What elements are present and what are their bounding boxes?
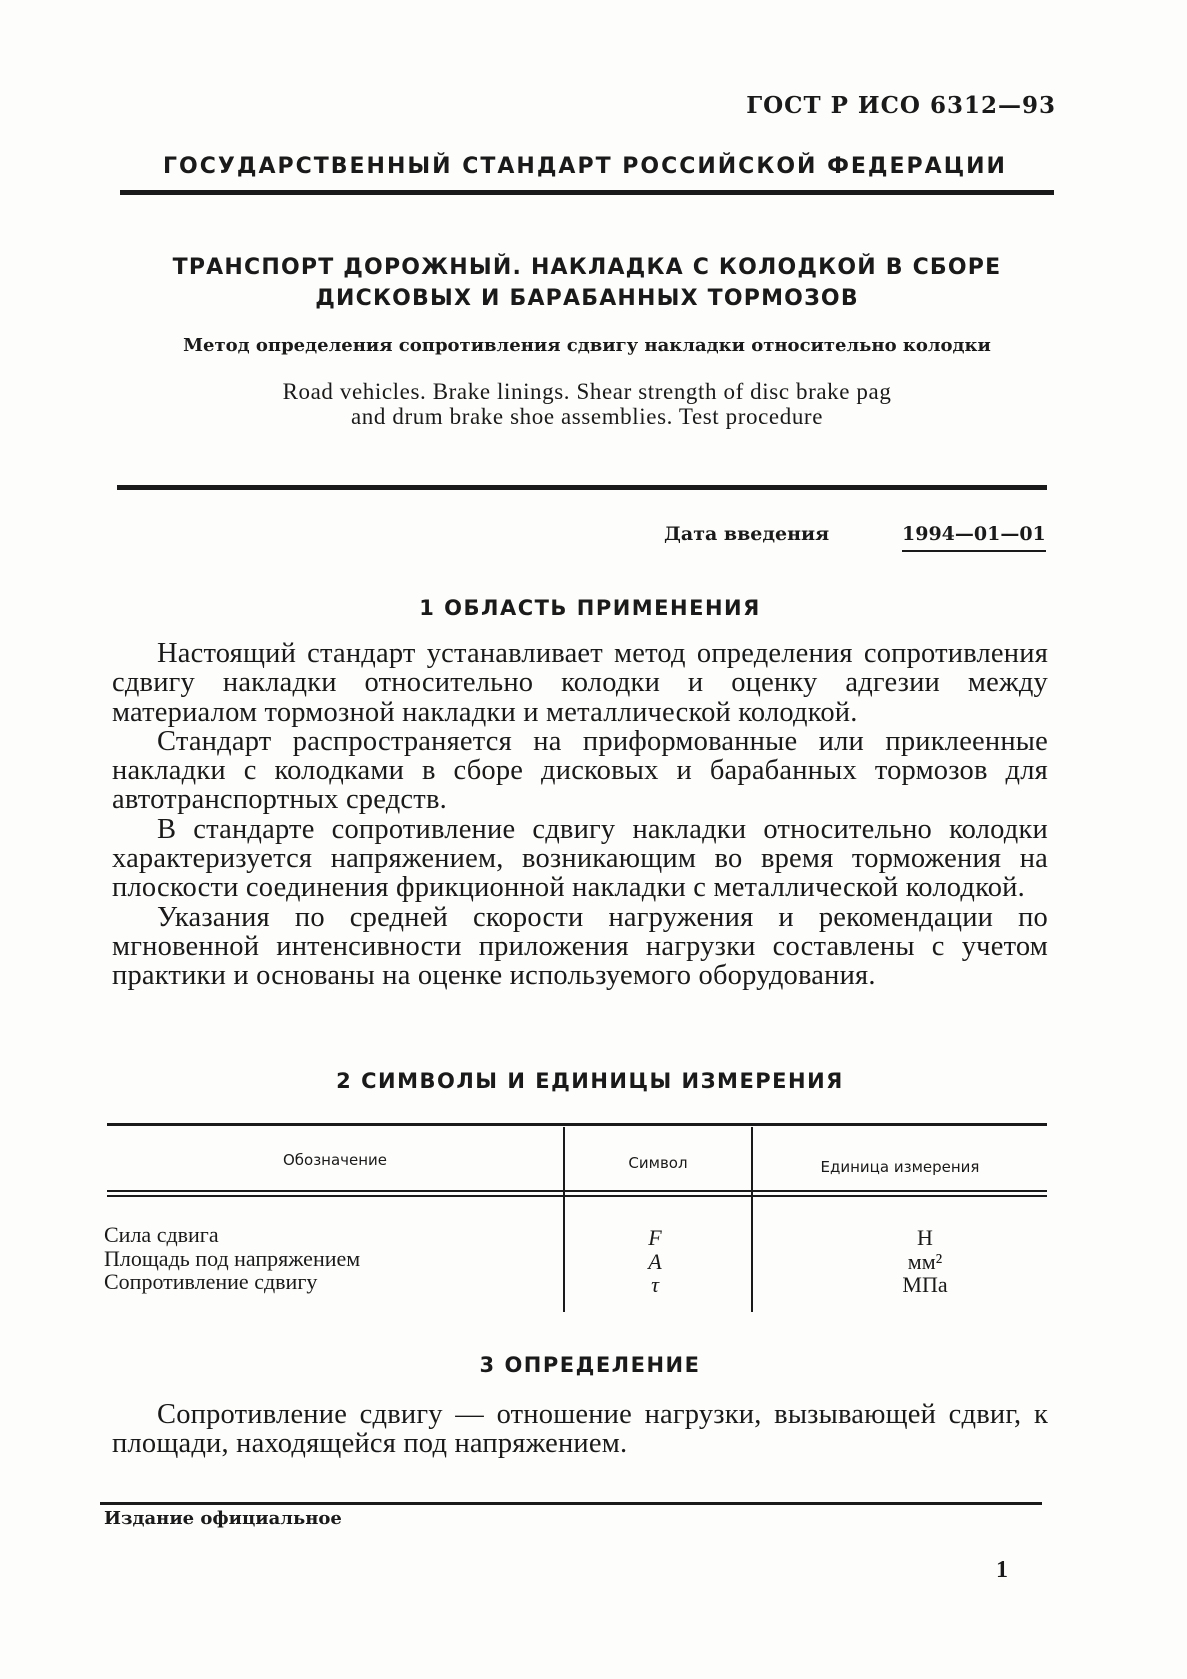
table-row-1-unit: Н <box>917 1225 933 1250</box>
page-number: 1 <box>996 1557 1008 1583</box>
section-1-paragraph-3: В стандарте сопротивление сдвигу накладки относительно колодки характеризуется напряжением, возникающим во время торможения на плоскости соединения фрикционной накладки с металлической колодкой. <box>112 813 1048 904</box>
table-header-designation: Обозначение <box>282 1151 388 1169</box>
intro-date-value: 1994—01—01 <box>902 523 1046 552</box>
middle-rule <box>117 485 1047 490</box>
section-2-heading: 2 СИМВОЛЫ И ЕДИНИЦЫ ИЗМЕРЕНИЯ <box>336 1069 844 1093</box>
table-header-symbol: Символ <box>628 1154 688 1172</box>
section-3-paragraph: Сопротивление сдвигу — отношение нагрузки, вызывающей сдвиг, к площади, находящейся под напряжением. <box>112 1399 1048 1460</box>
table-column-divider-2 <box>751 1127 753 1312</box>
section-3-body <box>112 1400 1048 1459</box>
table-row-1-name: Сила сдвига <box>104 1222 219 1247</box>
document-title <box>120 252 1054 314</box>
section-1-body <box>112 639 1048 991</box>
section-3-heading: 3 ОПРЕДЕЛЕНИЕ <box>479 1353 701 1377</box>
english-title <box>120 379 1054 429</box>
table-header-unit: Единица измерения <box>820 1158 980 1176</box>
table-units-column <box>865 1226 985 1297</box>
table-row-2-symbol: A <box>648 1248 662 1274</box>
edition-note: Издание официальное <box>104 1508 342 1529</box>
table-row-2-name: Площадь под напряжением <box>104 1245 361 1271</box>
table-row-3-unit: МПа <box>902 1272 948 1297</box>
gost-number: ГОСТ Р ИСО 6312—93 <box>746 92 1056 119</box>
document-subtitle: Метод определения сопротивления сдвигу накладки относительно колодки <box>183 335 991 356</box>
bottom-rule <box>100 1502 1042 1505</box>
english-title-line-1: Road vehicles. Brake linings. Shear strength of disc brake pag <box>282 379 892 404</box>
section-1-paragraph-1: Настоящий стандарт устанавливает метод определения сопротивления сдвигу накладки относительно колодки и оценку адгезии между материалом тормозной накладки и металлической колодкой. <box>112 638 1048 728</box>
table-names-column <box>104 1223 360 1294</box>
intro-date-label: Дата введения <box>664 523 830 545</box>
table-symbols-column <box>635 1226 675 1297</box>
table-top-rule <box>107 1123 1047 1126</box>
table-row-1-symbol: F <box>648 1225 662 1250</box>
table-header-rule-2 <box>107 1195 1047 1197</box>
table-row-2-unit: мм² <box>907 1248 943 1274</box>
section-1-heading: 1 ОБЛАСТЬ ПРИМЕНЕНИЯ <box>419 596 761 620</box>
table-row-3-name: Сопротивление сдвигу <box>104 1269 318 1294</box>
english-title-line-2: and drum brake shoe assemblies. Test procedure <box>350 404 823 429</box>
table-row-3-symbol: τ <box>651 1272 659 1297</box>
section-1-paragraph-4: Указания по средней скорости нагружения и рекомендации по мгновенной интенсивности приложения нагрузки составлены с учетом практики и основаны на оценке используемого оборудования. <box>112 901 1048 992</box>
title-line-1: ТРАНСПОРТ ДОРОЖНЫЙ. НАКЛАДКА С КОЛОДКОЙ В СБОРЕ <box>172 255 1002 280</box>
state-standard-title: ГОСУДАРСТВЕННЫЙ СТАНДАРТ РОССИЙСКОЙ ФЕДЕРАЦИИ <box>163 154 1007 179</box>
section-1-paragraph-2: Стандарт распространяется на приформованные или приклеенные накладки с колодками в сборе дисковых и барабанных тормозов для автотранспортных средств. <box>112 725 1048 816</box>
table-header-rule-1 <box>107 1190 1047 1192</box>
symbols-table <box>104 1123 1047 1313</box>
title-line-2: ДИСКОВЫХ И БАРАБАННЫХ ТОРМОЗОВ <box>315 286 859 311</box>
top-rule <box>120 190 1054 195</box>
